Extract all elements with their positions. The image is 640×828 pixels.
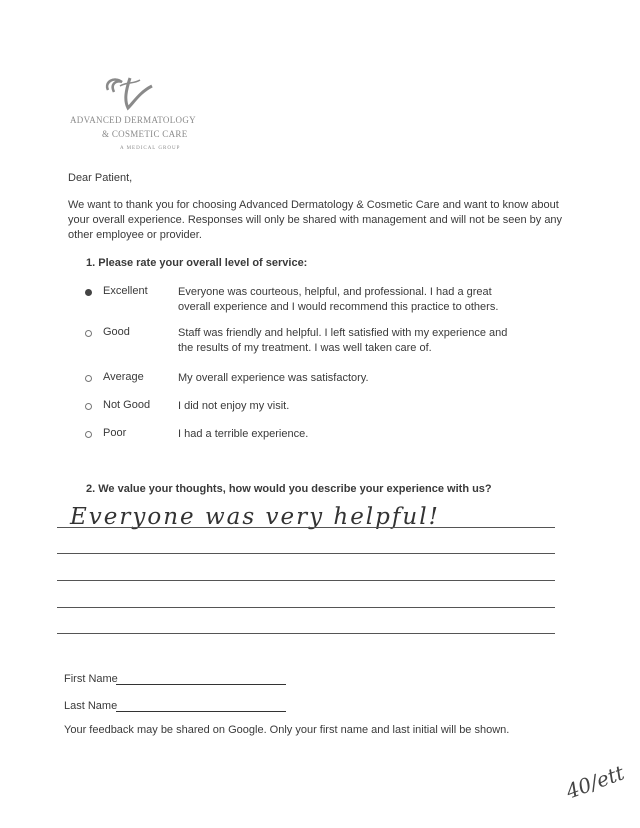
margin-note: 40/ett bbox=[562, 760, 628, 804]
option-label-excellent: Excellent bbox=[103, 285, 148, 297]
radio-average[interactable] bbox=[85, 375, 92, 382]
option-label-good: Good bbox=[103, 326, 130, 338]
answer-line-1 bbox=[57, 527, 555, 528]
answer-line-5 bbox=[57, 633, 555, 634]
radio-good[interactable] bbox=[85, 330, 92, 337]
first-name-label: First Name bbox=[64, 673, 118, 685]
logo-text-line3: A MEDICAL GROUP bbox=[120, 146, 181, 151]
option-desc-excellent-2: overall experience and I would recommend this practice to others. bbox=[178, 301, 499, 313]
question-2-heading: 2. We value your thoughts, how would you describe your experience with us? bbox=[86, 483, 492, 495]
option-label-poor: Poor bbox=[103, 427, 127, 439]
option-desc-good-2: the results of my treatment. I was well taken care of. bbox=[178, 342, 432, 354]
answer-line-4 bbox=[57, 607, 555, 608]
question-1-heading: 1. Please rate your overall level of service: bbox=[86, 257, 308, 269]
logo-text-line2: & COSMETIC CARE bbox=[102, 129, 188, 139]
intro-line-1: We want to thank you for choosing Advanced Dermatology & Cosmetic Care and want to know about bbox=[68, 199, 559, 211]
answer-line-2 bbox=[57, 553, 555, 554]
first-name-field[interactable] bbox=[116, 684, 286, 685]
option-label-average: Average bbox=[103, 371, 144, 383]
option-desc-poor: I had a terrible experience. bbox=[178, 428, 309, 440]
last-name-field[interactable] bbox=[116, 711, 286, 712]
logo-text-line1: ADVANCED DERMATOLOGY bbox=[70, 115, 196, 125]
intro-line-3: other employee or provider. bbox=[68, 229, 202, 241]
option-label-not-good: Not Good bbox=[103, 399, 151, 411]
option-desc-average: My overall experience was satisfactory. bbox=[178, 372, 369, 384]
radio-not-good[interactable] bbox=[85, 403, 92, 410]
radio-excellent[interactable] bbox=[85, 289, 92, 296]
option-desc-good-1: Staff was friendly and helpful. I left satisfied with my experience and bbox=[178, 327, 508, 339]
footer-note: Your feedback may be shared on Google. Only your first name and last initial will be shown. bbox=[64, 724, 510, 736]
intro-line-2: your overall experience. Responses will only be shared with management and will not be seen by any bbox=[68, 214, 563, 226]
handwritten-answer[interactable]: Everyone was very helpful! bbox=[70, 504, 440, 530]
option-desc-not-good: I did not enjoy my visit. bbox=[178, 400, 290, 412]
option-desc-excellent-1: Everyone was courteous, helpful, and professional. I had a great bbox=[178, 286, 492, 298]
last-name-label: Last Name bbox=[64, 700, 118, 712]
clinic-logo-icon bbox=[100, 72, 160, 112]
radio-poor[interactable] bbox=[85, 431, 92, 438]
answer-line-3 bbox=[57, 580, 555, 581]
greeting: Dear Patient, bbox=[68, 172, 133, 184]
